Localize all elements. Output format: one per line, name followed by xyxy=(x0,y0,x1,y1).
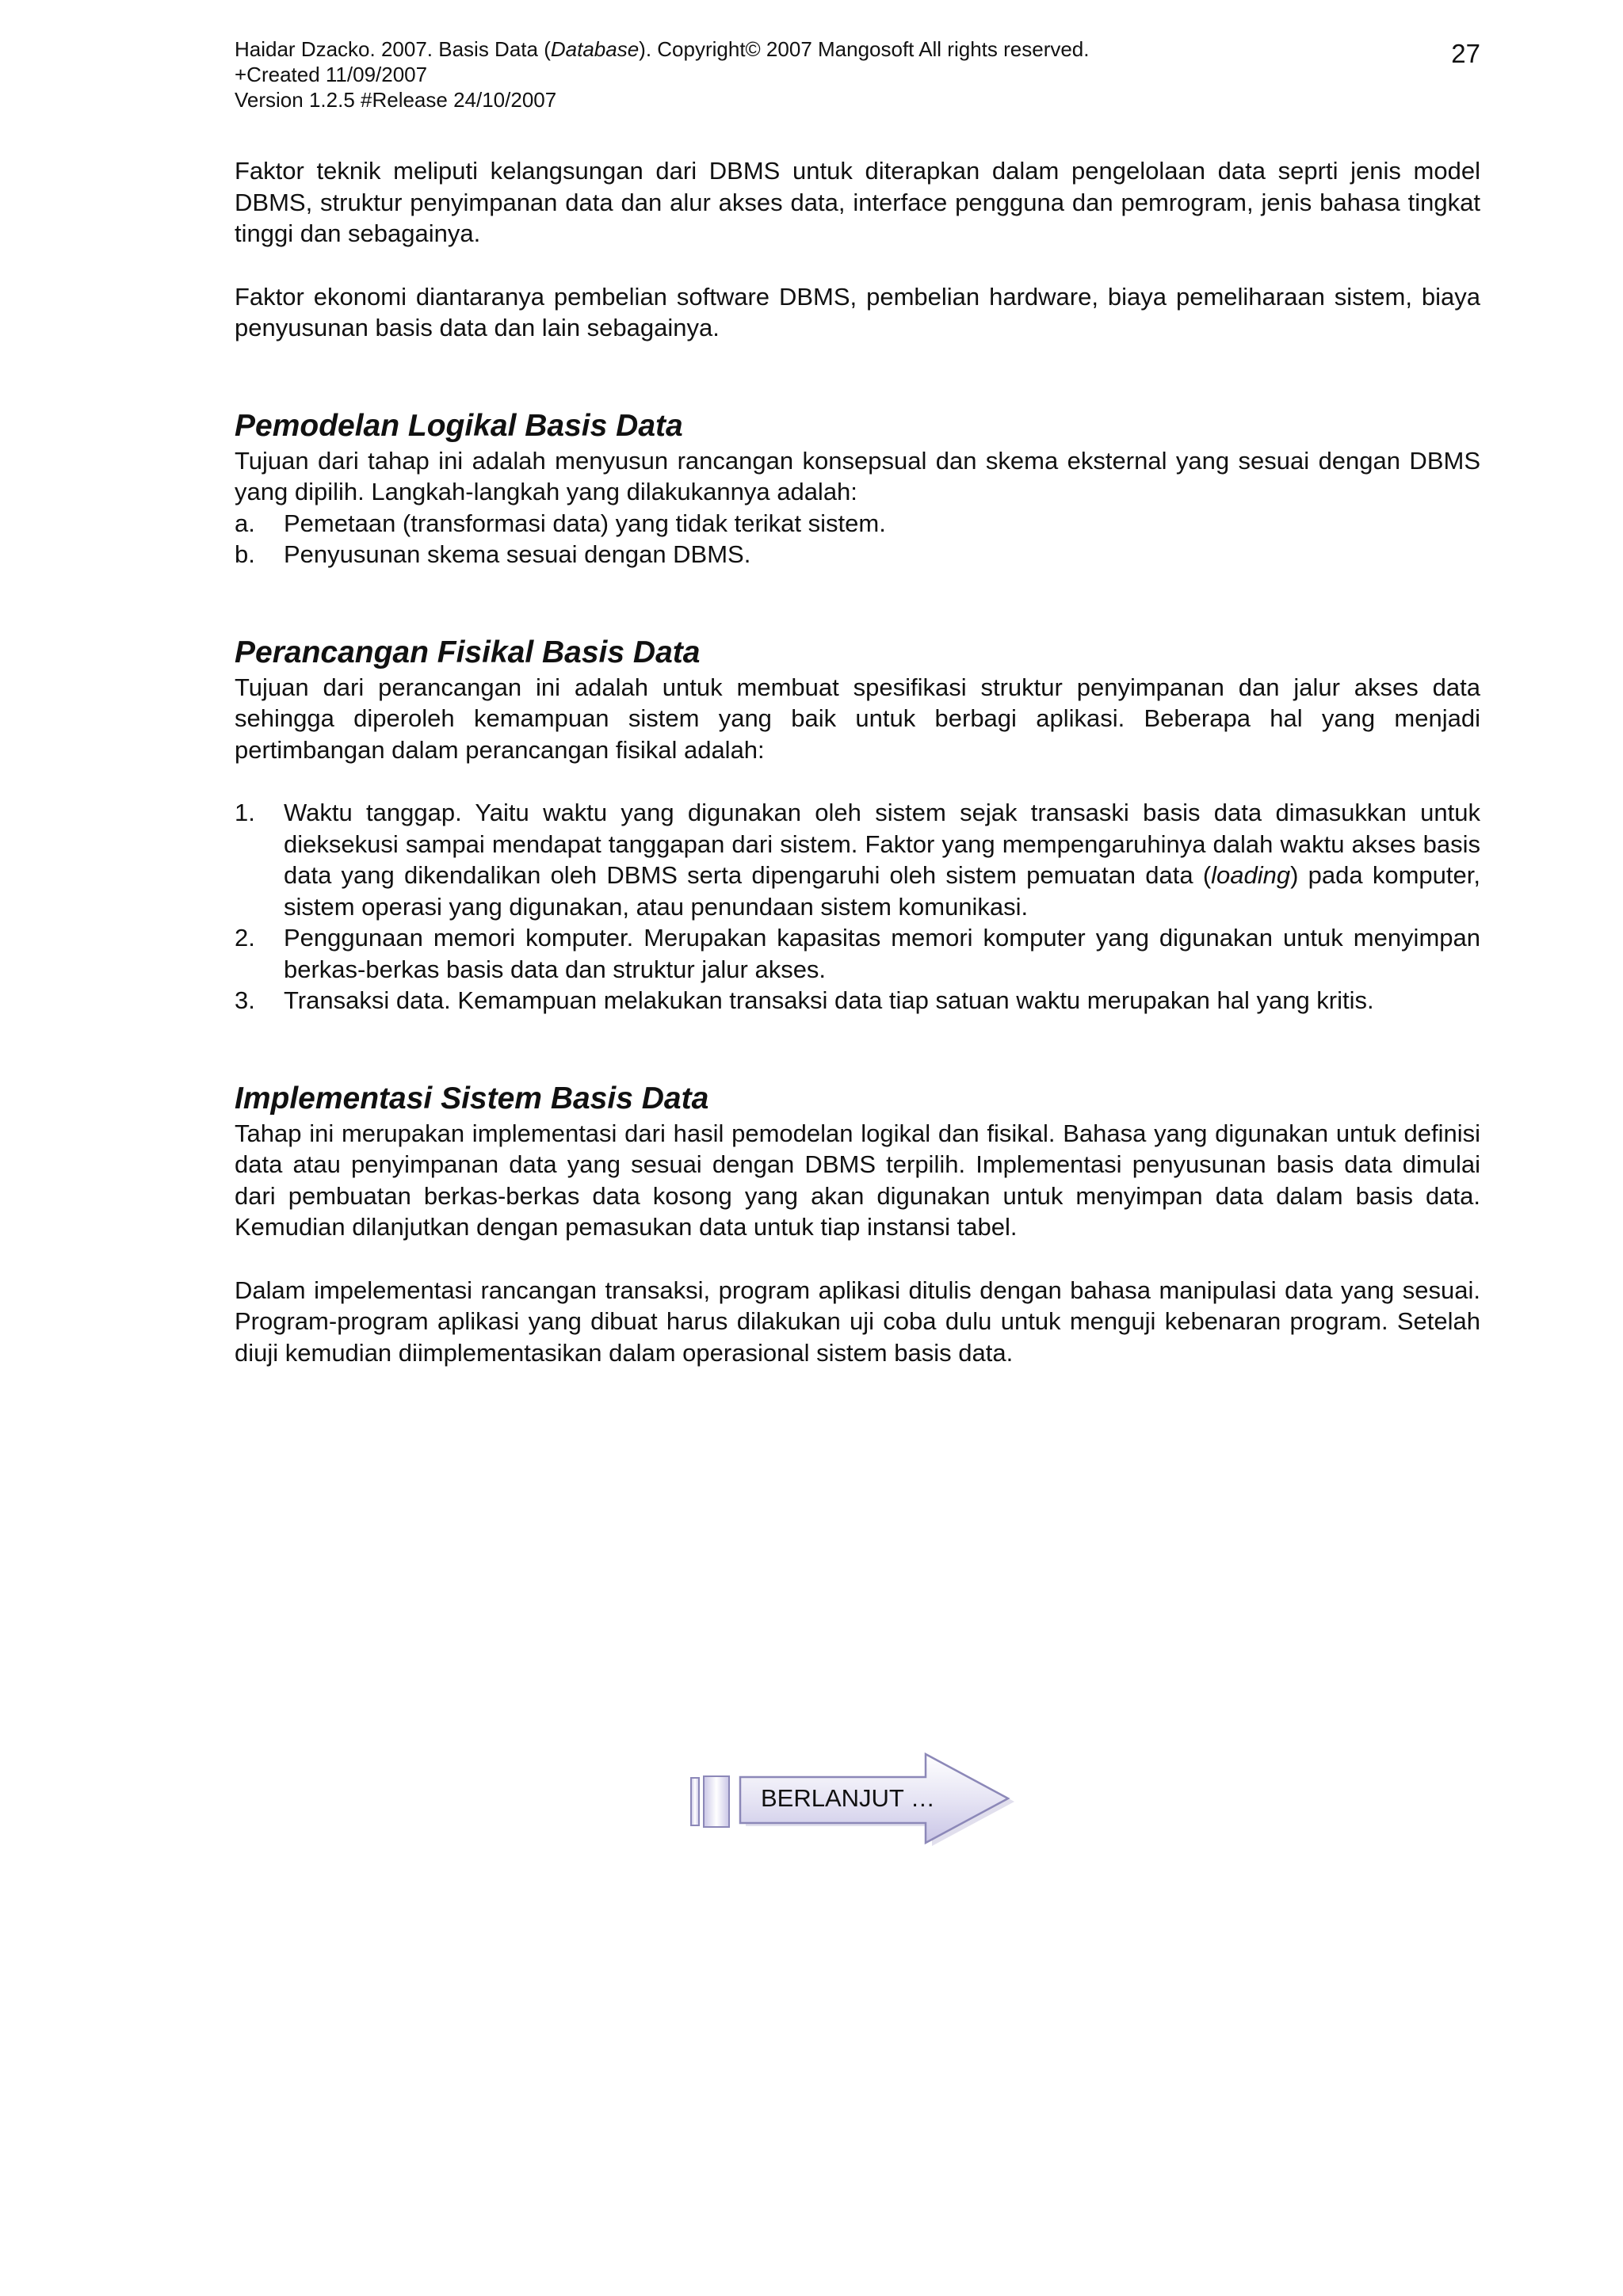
intro-paragraph-economic: Faktor ekonomi diantaranya pembelian software DBMS, pembelian hardware, biaya pemeliharaan sistem, biaya penyusunan basis data dan lain sebagainya. xyxy=(235,282,1480,341)
section-physical-design xyxy=(235,634,1480,1016)
header-created: +Created 11/09/2007 xyxy=(235,63,428,86)
section-paragraph: Tahap ini merupakan implementasi dari hasil pemodelan logikal dan fisikal. Bahasa yang digunakan untuk definisi data atau penyimpanan data yang sesuai dengan DBMS terpilih. Implementasi penyusunan basis data dimulai dari pembuatan berkas-berkas data kosong yang akan digunakan untuk menyimpan data dalam basis data. Kemudian dilanjutkan dengan pemasukan data untuk tiap instansi tabel. xyxy=(235,1119,1480,1241)
lettered-list xyxy=(235,508,1480,570)
section-paragraph: Tujuan dari perancangan ini adalah untuk membuat spesifikasi struktur penyimpanan dan jalur akses data sehingga diperoleh kemampuan sistem yang baik untuk berbagi aplikasi. Beberapa hal yang menjadi pertimbangan dalam perancangan fisikal adalah: xyxy=(235,673,1480,764)
continue-label: BERLANJUT … xyxy=(761,1784,935,1812)
list-item-text: Transaksi data. Kemampuan melakukan transaksi data tiap satuan waktu merupakan hal yang kritis. xyxy=(284,986,1374,1014)
list-marker: a. xyxy=(235,509,255,537)
list-marker: 1. xyxy=(235,799,255,826)
header-version: Version 1.2.5 #Release 24/10/2007 xyxy=(235,88,557,112)
list-item-text: Penggunaan memori komputer. Merupakan kapasitas memori komputer yang digunakan untuk menyimpan berkas-berkas basis data dan struktur jalur akses. xyxy=(284,924,1480,983)
list-marker: 3. xyxy=(235,986,255,1014)
list-item-text: Waktu tanggap. Yaitu waktu yang digunakan oleh sistem sejak transaski basis data dimasukkan untuk dieksekusi sampai mendapat tanggapan dari sistem. Faktor yang mempengaruhinya dalah waktu akses basis data yang dikendalikan oleh DBMS serta dipengaruhi oleh sistem pemuatan data (loading) pada komputer, sistem operasi yang digunakan, atau penundaan sistem komunikasi. xyxy=(284,799,1480,921)
list-item xyxy=(235,797,1480,922)
page-header xyxy=(235,36,1487,113)
section-paragraph: Dalam impelementasi rancangan transaksi, program aplikasi ditulis dengan bahasa manipulasi data yang sesuai. Program-program aplikasi yang dibuat harus dilakukan uji coba dulu untuk menguji kebenaran program. Setelah diuji kemudian diimplementasikan dalam operasional sistem basis data. xyxy=(235,1276,1480,1367)
section-logical-modeling xyxy=(235,407,1480,570)
list-item-text: Pemetaan (transformasi data) yang tidak terikat sistem. xyxy=(284,509,886,537)
numbered-list xyxy=(235,797,1480,1016)
section-heading: Perancangan Fisikal Basis Data xyxy=(235,635,701,669)
list-marker: b. xyxy=(235,540,255,568)
continue-arrow xyxy=(688,1751,1029,1849)
list-item xyxy=(235,508,1480,540)
list-marker: 2. xyxy=(235,924,255,952)
intro-paragraph-technical: Faktor teknik meliputi kelangsungan dari DBMS untuk diterapkan dalam pengelolaan data seprti jenis model DBMS, struktur penyimpanan data dan alur akses data, interface pengguna dan pemrogram, jenis bahasa tingkat tinggi dan sebagainya. xyxy=(235,157,1480,247)
section-heading: Pemodelan Logikal Basis Data xyxy=(235,408,683,443)
list-item xyxy=(235,922,1480,985)
page-number: 27 xyxy=(1451,39,1480,68)
document-body xyxy=(235,155,1480,1368)
list-item-text: Penyusunan skema sesuai dengan DBMS. xyxy=(284,540,751,568)
header-citation: Haidar Dzacko. 2007. Basis Data (Database). Copyright© 2007 Mangosoft All rights reserved. xyxy=(235,37,1090,61)
section-implementation xyxy=(235,1080,1480,1369)
list-item xyxy=(235,985,1480,1016)
section-paragraph: Tujuan dari tahap ini adalah menyusun rancangan konsepsual dan skema eksternal yang sesuai dengan DBMS yang dipilih. Langkah-langkah yang dilakukannya adalah: xyxy=(235,446,1480,505)
list-item xyxy=(235,539,1480,570)
section-heading: Implementasi Sistem Basis Data xyxy=(235,1081,709,1116)
